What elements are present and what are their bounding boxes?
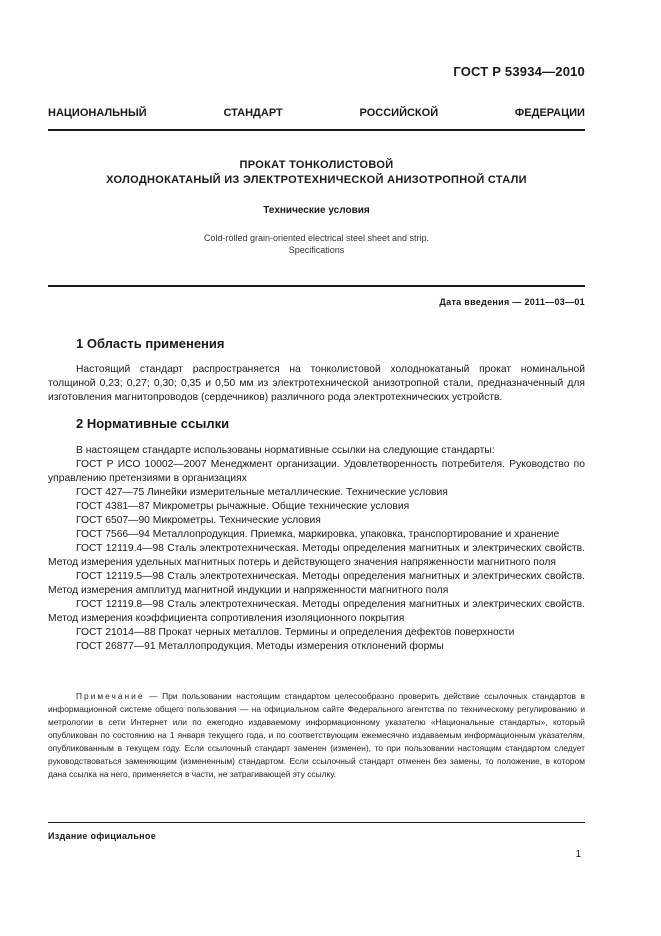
banner-word-1: НАЦИОНАЛЬНЫЙ	[48, 107, 147, 119]
banner-word-2: СТАНДАРТ	[223, 107, 283, 119]
reference-paragraph: ГОСТ 4381—87 Микрометры рычажные. Общие технические условия	[76, 501, 410, 512]
document-title	[48, 158, 585, 188]
page-number: 1	[575, 849, 581, 860]
reference-paragraph: ГОСТ 12119.5—98 Сталь электротехническая. Методы определения магнитных и электрических свойств. Метод измерения амплитуд магнитной индукции и напряженности магнитного поля	[48, 571, 585, 596]
english-title-line-2: Specifications	[288, 245, 345, 255]
title-line-2: ХОЛОДНОКАТАНЫЙ ИЗ ЭЛЕКТРОТЕХНИЧЕСКОЙ АНИЗОТРОПНОЙ СТАЛИ	[106, 174, 527, 186]
standard-code: ГОСТ Р 53934—2010	[453, 64, 585, 79]
top-divider	[48, 129, 585, 131]
section-1-heading: 1 Область применения	[76, 336, 225, 351]
note-block	[48, 690, 585, 781]
reference-paragraph: ГОСТ 26877—91 Металлопродукция. Методы измерения отклонений формы	[76, 641, 444, 652]
introduction-date: Дата введения — 2011—03—01	[439, 297, 585, 307]
title-divider	[48, 285, 585, 287]
reference-paragraph: ГОСТ 12119.4—98 Сталь электротехническая. Методы определения магнитных и электрических свойств. Метод измерения удельных магнитных потерь и действующего значения напряженности магнитного поля	[48, 543, 585, 568]
section-2-heading: 2 Нормативные ссылки	[76, 416, 230, 431]
reference-paragraph: ГОСТ 12119.8—98 Сталь электротехническая. Методы определения магнитных и электрических свойств. Метод измерения коэффициента сопротивления изоляционного покрытия	[48, 599, 585, 624]
banner-word-4: ФЕДЕРАЦИИ	[514, 107, 585, 119]
reference-paragraph: ГОСТ 7566—94 Металлопродукция. Приемка, маркировка, упаковка, транспортирование и хранение	[76, 529, 560, 540]
national-standard-banner	[48, 107, 585, 119]
reference-paragraph: ГОСТ Р ИСО 10002—2007 Менеджмент организации. Удовлетворенность потребителя. Руководство по управлению претензиями в организациях	[48, 459, 585, 484]
reference-paragraph: ГОСТ 6507—90 Микрометры. Технические условия	[76, 515, 321, 526]
reference-paragraph: ГОСТ 427—75 Линейки измерительные металлические. Технические условия	[76, 487, 448, 498]
reference-paragraph: ГОСТ 21014—88 Прокат черных металлов. Термины и определения дефектов поверхности	[76, 627, 515, 638]
note-paragraph	[48, 690, 585, 781]
banner-word-3: РОССИЙСКОЙ	[359, 107, 439, 119]
english-title	[48, 232, 585, 256]
section-1-paragraph: Настоящий стандарт распространяется на тонколистовой холоднокатаный прокат номинальной толщиной 0,23; 0,27; 0,30; 0,35 и 0,50 мм из электротехнической анизотропной стали, предназначенный для изготовления магнитопроводов (сердечников) различного рода электротехнических устройств.	[48, 364, 585, 403]
reference-paragraph: В настоящем стандарте использованы нормативные ссылки на следующие стандарты:	[76, 445, 495, 456]
note-text: — При пользовании настоящим стандартом целесообразно проверить действие ссылочных стандартов в информационной системе общего пользования — на официальном сайте Федерального агентства по техническому регулированию и метрологии в сети Интернет или по ежегодно издаваемому информационному указателю «Национальные стандарты», который опубликован по состоянию на 1 января текущего года, и по соответствующим ежемесячно издаваемым информационным указателям, опубликованным в текущем году. Если ссылочный стандарт заменен (изменен), то при пользовании настоящим стандартом следует руководствоваться заменяющим (измененным) стандартом. Если ссылочный стандарт отменен без замены, то положение, в котором дана ссылка на него, применяется в части, не затрагивающей эту ссылку.	[48, 691, 585, 779]
official-edition-label: Издание официальное	[48, 831, 157, 841]
english-title-line-1: Cold-rolled grain-oriented electrical steel sheet and strip.	[203, 233, 430, 243]
section-1-body	[48, 363, 585, 405]
note-label: Примечание	[76, 691, 145, 701]
document-subtitle: Технические условия	[263, 205, 370, 216]
section-2-body	[48, 444, 585, 654]
title-line-1: ПРОКАТ ТОНКОЛИСТОВОЙ	[239, 159, 394, 171]
footer-divider	[48, 822, 585, 823]
